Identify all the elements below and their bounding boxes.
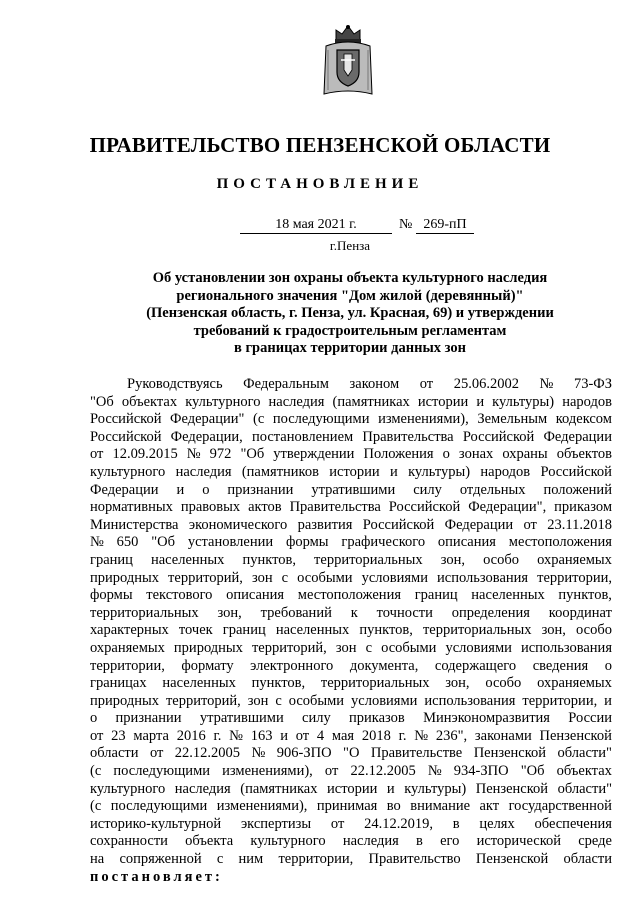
body-line: от 23 марта 2016 г. № 163 и от 4 мая 2018 г. № 236", законами Пензенской	[90, 727, 612, 744]
body-line: историко-культурной экспертизы от 24.12.2019, в целях обеспечения	[90, 815, 612, 832]
body-line: природных территорий, зон с особыми условиями использования территории, и	[90, 692, 612, 709]
body-line: территории, формату электронного документа, содержащего сведения о	[90, 657, 612, 674]
subject-line: (Пензенская область, г. Пенза, ул. Красная, 69) и утверждении	[146, 305, 554, 321]
document-type: ПОСТАНОВЛЕНИЕ	[216, 176, 424, 192]
body-line: характерных точек границ населенных пунктов, территориальных зон, особо	[90, 622, 612, 639]
subject-line: требований к градостроительным регламентам	[193, 322, 507, 339]
body-line: формы текстового описания местоположения границ населенных пунктов,	[90, 587, 612, 604]
coat-of-arms-icon	[322, 24, 374, 96]
body-line: природных территорий, зон с особыми условиями использования территории,	[90, 569, 612, 586]
body-line: (с последующими изменениями), принимая во внимание акт государственной	[90, 798, 612, 815]
body-line: Российской Федерации, постановлением Правительства Российской Федерации	[90, 428, 612, 445]
body-line: на сопряженной с ним территории, Правительство Пензенской области	[90, 851, 612, 868]
subject-line: в границах территории данных зон	[234, 340, 466, 356]
body-line: области от 22.12.2005 № 906-ЗПО "О Правительстве Пензенской области"	[90, 745, 612, 762]
body-line: Российской Федерации" (с последующими изменениями), Земельным кодексом	[90, 411, 612, 428]
body-line: "Об объектах культурного наследия (памятниках истории и культуры) народов	[90, 393, 612, 410]
body-line: границ населенных пунктов, территориальных зон, особо охраняемых	[90, 551, 612, 568]
city: г.Пенза	[329, 238, 371, 253]
body-line: сохранности объекта культурного наследия в его исторической среде	[90, 833, 612, 850]
body-line: нормативных правовых актов Правительства Российской Федерации", приказом	[90, 499, 612, 516]
document-subject	[100, 270, 600, 358]
body-line: от 12.09.2015 № 972 "Об утверждении Положения о зонах охраны объектов	[90, 446, 612, 463]
resolves-word: постановляет:	[90, 868, 223, 885]
body-line: культурного наследия (памятников истории и культуры) народов Российской	[90, 463, 612, 480]
body-paragraph	[90, 376, 612, 886]
government-name: ПРАВИТЕЛЬСТВО ПЕНЗЕНСКОЙ ОБЛАСТИ	[89, 133, 551, 157]
body-line: Руководствуясь Федеральным законом от 25.06.2002 № 73-ФЗ	[127, 376, 612, 392]
body-line: Федерации и о признании утратившими силу отдельных положений	[90, 481, 612, 498]
body-line: границах населенных пунктов, территориальных зон, особо охраняемых	[90, 675, 612, 692]
body-line: территориальных зон, требований к точности определения координат	[90, 604, 612, 621]
subject-line: Об установлении зон охраны объекта культурного наследия	[152, 270, 548, 286]
body-line: культурного наследия (памятниках истории и культуры) Пензенской области"	[90, 780, 612, 797]
body-line: № 650 "Об установлении формы графического описания местоположения	[90, 534, 612, 551]
document-number: 269-пП	[416, 216, 474, 234]
body-line: о признании утратившими силу приказов Минэкономразвития России	[90, 710, 612, 727]
body-line: Министерства экономического развития Российской Федерации от 23.11.2018	[90, 516, 612, 533]
body-line: (с последующими изменениями), от 22.12.2005 № 934-ЗПО "Об объектах	[90, 763, 612, 780]
document-date: 18 мая 2021 г.	[240, 216, 392, 234]
body-line: охраняемых природных территорий, зон с особыми условиями использования	[90, 639, 612, 656]
subject-line: регионального значения "Дом жилой (деревянный)"	[176, 287, 524, 304]
number-sign: №	[399, 217, 413, 232]
